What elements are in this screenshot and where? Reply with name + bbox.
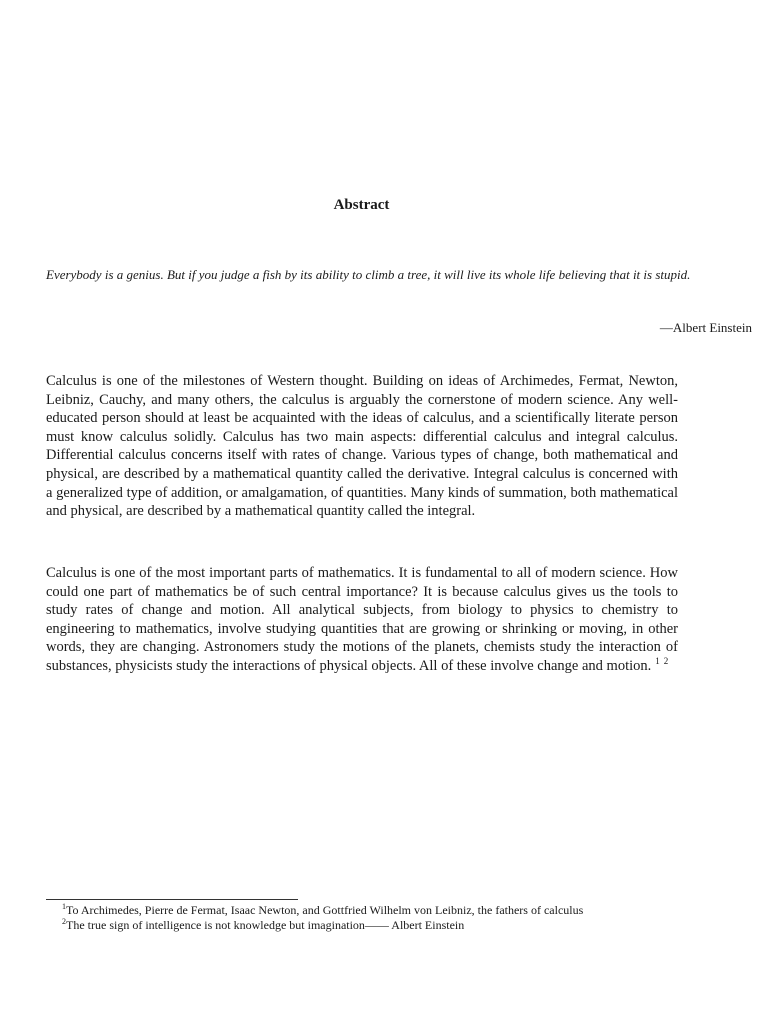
footnote-reference[interactable]: 1 [655,656,660,667]
paragraph-text: Calculus is one of the milestones of Western thought. Building on ideas of Archimedes, Fermat, Newton, Leibniz, Cauchy, and many others, the calculus is arguably the cornerstone of modern science. Any well-educated person should at least be acquainted with the ideas of calculus, and a scientifically literate person must know calculus solidly. Calculus has two main aspects: differential calculus and integral calculus. Differential calculus concerns itself with rates of change. Various types of change, both mathematical and physical, are described by a mathematical quantity called the derivative. Integral calculus is concerned with a generalized type of addition, or amalgamation, of quantities. Many kinds of summation, both mathematical and physical, are described by a mathematical quantity called the integral. [46,373,678,520]
footnote [62,918,742,933]
epigraph-quote: Everybody is a genius. But if you judge a fish by its ability to climb a tree, it will live its whole life believing that it is stupid. [46,267,691,282]
footnote-mark: 2 [62,917,66,926]
footnote-list [62,903,742,933]
footnote-text: To Archimedes, Pierre de Fermat, Isaac Newton, and Gottfried Wilhelm von Leibniz, the fathers of calculus [66,903,584,917]
body-paragraph [46,564,678,676]
footnote-separator [46,899,298,900]
footnote-reference[interactable]: 2 [663,656,669,667]
footnote-text: The true sign of intelligence is not knowledge but imagination—— Albert Einstein [66,918,465,932]
body-paragraph [46,372,678,521]
footnote [62,903,742,918]
paragraph-text: Calculus is one of the most important parts of mathematics. It is fundamental to all of modern science. How could one part of mathematics be of such central importance? It is because calculus gives us the tools to study rates of change and motion. All analytical subjects, from biology to physics to chemistry to engineering to mathematics, involve studying quantities that are growing or shrinking or moving, in other words, they are changing. Astronomers study the motions of the planets, chemists study the interaction of substances, physicists study the interactions of physical objects. All of these involve change and motion. [46,565,678,674]
footnote-mark: 1 [62,902,66,911]
abstract-heading: Abstract [333,197,390,213]
epigraph-attribution: —Albert Einstein [659,320,752,335]
